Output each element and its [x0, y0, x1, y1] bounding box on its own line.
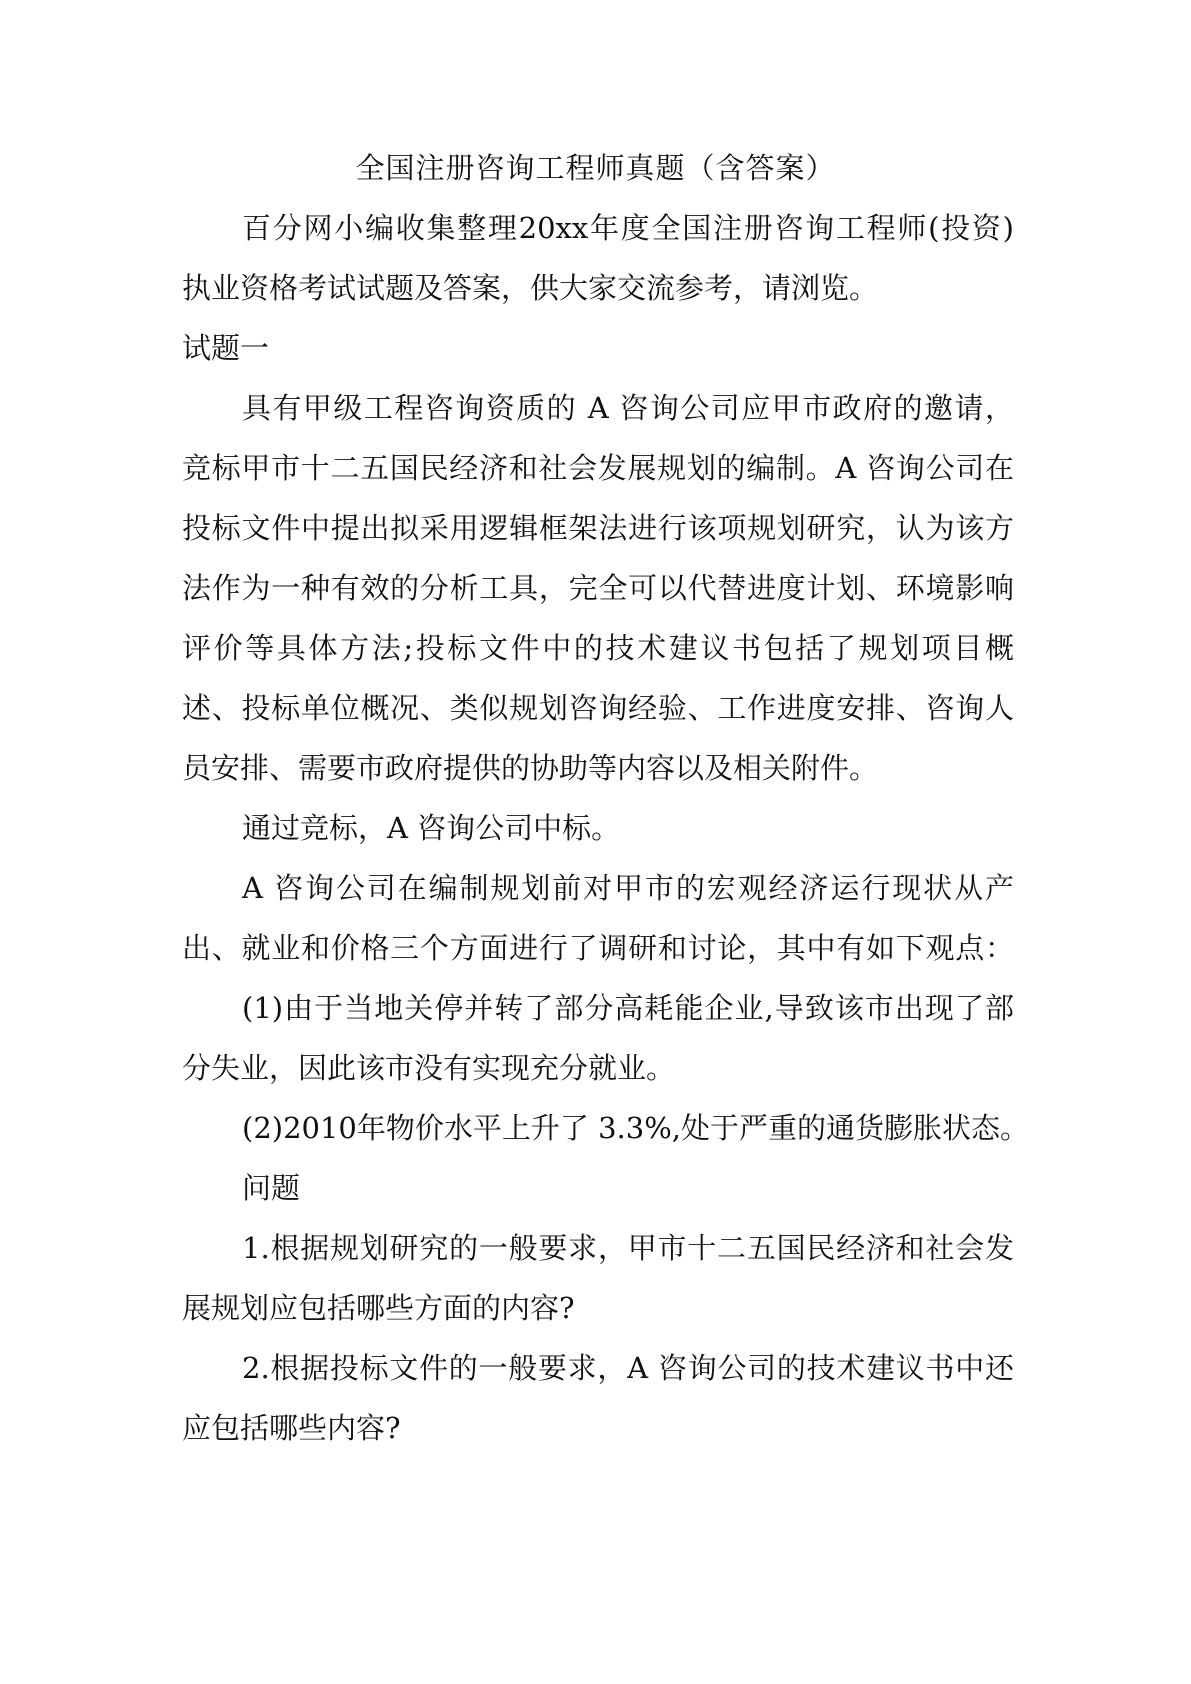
paragraph-line: 法作为一种有效的分析工具，完全可以代替进度计划、环境影响	[182, 571, 1014, 605]
intro-line-1: 百分网小编收集整理20xx年度全国注册咨询工程师(投资)	[242, 211, 1014, 245]
document-title: 全国注册咨询工程师真题（含答案）	[355, 151, 836, 185]
intro-line-2: 执业资格考试试题及答案，供大家交流参考，请浏览。	[182, 271, 879, 305]
paragraph-line: 述、投标单位概况、类似规划咨询经验、工作进度安排、咨询人	[182, 691, 1014, 725]
paragraph-line: 分失业，因此该市没有实现充分就业。	[182, 1051, 676, 1085]
paragraph-line: 投标文件中提出拟采用逻辑框架法进行该项规划研究，认为该方	[182, 511, 1014, 545]
question-line: 2.根据投标文件的一般要求，A 咨询公司的技术建议书中还	[242, 1351, 1014, 1385]
paragraph-line: 员安排、需要市政府提供的协助等内容以及相关附件。	[182, 751, 879, 785]
question-heading: 问题	[242, 1171, 301, 1205]
paragraph-line: 评价等具体方法;投标文件中的技术建议书包括了规划项目概	[182, 631, 1014, 665]
paragraph-line: 竞标甲市十二五国民经济和社会发展规划的编制。A 咨询公司在	[182, 451, 1014, 485]
section-heading: 试题一	[182, 331, 270, 365]
paragraph-line: 出、就业和价格三个方面进行了调研和讨论，其中有如下观点：	[182, 931, 1014, 965]
paragraph-line: A 咨询公司在编制规划前对甲市的宏观经济运行现状从产	[242, 871, 1014, 905]
question-line: 1.根据规划研究的一般要求，甲市十二五国民经济和社会发	[242, 1231, 1014, 1265]
question-line: 应包括哪些内容?	[182, 1411, 401, 1445]
paragraph-line: 通过竞标，A 咨询公司中标。	[242, 811, 621, 845]
question-line: 展规划应包括哪些方面的内容?	[182, 1291, 575, 1325]
paragraph-line: (1)由于当地关停并转了部分高耗能企业,导致该市出现了部	[242, 991, 1014, 1025]
paragraph-line: (2)2010年物价水平上升了 3.3%,处于严重的通货膨胀状态。	[242, 1111, 1029, 1145]
paragraph-line: 具有甲级工程咨询资质的 A 咨询公司应甲市政府的邀请，	[242, 391, 1014, 425]
